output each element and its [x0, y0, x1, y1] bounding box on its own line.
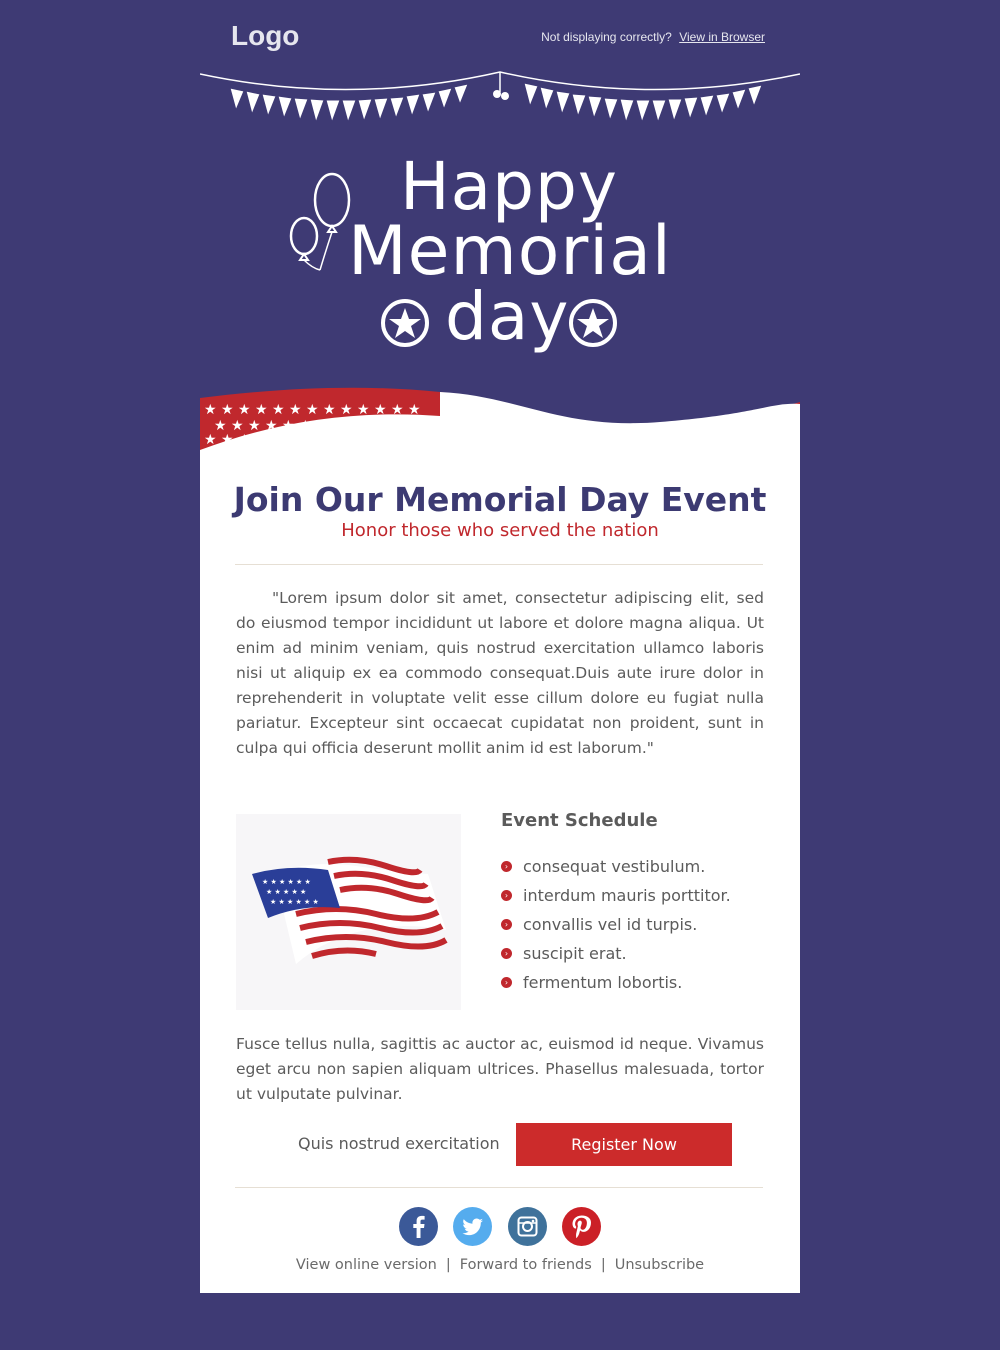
- forward-to-friends-link[interactable]: Forward to friends: [459, 1257, 592, 1273]
- list-item: [501, 939, 731, 968]
- svg-text:★ ★ ★ ★ ★ ★ ★ ★ ★ ★: ★ ★ ★ ★ ★ ★ ★ ★ ★ ★: [214, 418, 380, 434]
- cta-text: Quis nostrud exercitation: [298, 1134, 500, 1153]
- body-paragraph: Fusce tellus nulla, sagittis ac auctor ac, euismod id neque. Vivamus eget arcu non sapien aliquam ultrices. Phasellus malesuada, tortor ut vulputate pulvinar.: [236, 1035, 764, 1103]
- us-flag-image: [236, 814, 461, 1010]
- schedule-title: Event Schedule: [501, 810, 658, 831]
- svg-text:★ ★ ★ ★ ★ ★: ★ ★ ★ ★ ★ ★: [270, 898, 319, 906]
- list-item: [501, 968, 731, 997]
- chevron-right-icon: ›: [501, 948, 512, 959]
- logo: Logo: [231, 20, 300, 51]
- hero-line-happy: Happy: [400, 148, 618, 225]
- schedule-item-text: interdum mauris porttitor.: [523, 886, 731, 905]
- us-flag-icon: [236, 814, 461, 1010]
- schedule-item-text: convallis vel id turpis.: [523, 915, 698, 934]
- unsubscribe-link[interactable]: Unsubscribe: [614, 1257, 705, 1273]
- schedule-item-text: suscipit erat.: [523, 944, 627, 963]
- divider: [235, 1187, 763, 1188]
- view-online-link[interactable]: View online version: [295, 1257, 437, 1273]
- divider: [235, 564, 763, 565]
- content-card: [200, 450, 800, 1293]
- event-title: Join Our Memorial Day Event: [233, 480, 767, 519]
- list-item: [501, 910, 731, 939]
- pinterest-icon[interactable]: [562, 1207, 601, 1246]
- schedule-item-text: fermentum lobortis.: [523, 973, 683, 992]
- list-item: [501, 852, 731, 881]
- svg-text:★ ★ ★ ★ ★ ★: ★ ★ ★ ★ ★ ★: [262, 878, 311, 886]
- twitter-icon[interactable]: [453, 1207, 492, 1246]
- hero-line-memorial: Memorial: [348, 212, 672, 291]
- flag-wave-decoration: [200, 380, 800, 460]
- hero-heading: [270, 140, 690, 380]
- chevron-right-icon: ›: [501, 977, 512, 988]
- email-header: [200, 0, 800, 70]
- bunting-decoration: [200, 66, 800, 136]
- view-in-browser-link[interactable]: View in Browser: [679, 30, 765, 44]
- footer-links: [200, 1257, 800, 1273]
- chevron-right-icon: ›: [501, 861, 512, 872]
- event-subtitle: Honor those who served the nation: [341, 520, 659, 541]
- notice-text: Not displaying correctly?: [541, 30, 672, 44]
- svg-text:★ ★ ★ ★ ★: ★ ★ ★ ★ ★: [266, 888, 307, 896]
- browser-notice: [541, 30, 765, 44]
- chevron-right-icon: ›: [501, 919, 512, 930]
- star-badge-icon: [568, 298, 618, 348]
- separator: |: [600, 1257, 606, 1273]
- list-item: [501, 881, 731, 910]
- facebook-icon[interactable]: [399, 1207, 438, 1246]
- svg-text:★ ★ ★ ★ ★ ★ ★ ★ ★ ★ ★ ★ ★: ★ ★ ★ ★ ★ ★ ★ ★ ★ ★ ★ ★ ★: [204, 402, 421, 418]
- instagram-icon[interactable]: [508, 1207, 547, 1246]
- svg-text:★ ★ ★ ★ ★ ★: ★ ★ ★ ★ ★ ★: [204, 432, 302, 448]
- chevron-right-icon: ›: [501, 890, 512, 901]
- separator: |: [445, 1257, 451, 1273]
- hero-line-day: day: [445, 278, 570, 355]
- schedule-list: [501, 852, 731, 997]
- schedule-item-text: consequat vestibulum.: [523, 857, 706, 876]
- star-badge-icon: [380, 298, 430, 348]
- social-links: [200, 1207, 800, 1249]
- cta-row: [200, 1123, 800, 1167]
- intro-paragraph: "Lorem ipsum dolor sit amet, consectetur adipiscing elit, sed do eiusmod tempor incididunt ut labore et dolore magna aliqua. Ut enim ad minim veniam, quis nostrud exercitation ullamco laboris nisi ut aliquip ex ea commodo consequat.Duis aute irure dolor in reprehenderit in voluptate velit esse cillum dolore eu fugiat nulla pariatur. Excepteur sint occaecat cupidatat non proident, sunt in culpa qui officia deserunt mollit anim id est laborum.": [236, 589, 764, 757]
- register-now-button[interactable]: Register Now: [516, 1123, 732, 1166]
